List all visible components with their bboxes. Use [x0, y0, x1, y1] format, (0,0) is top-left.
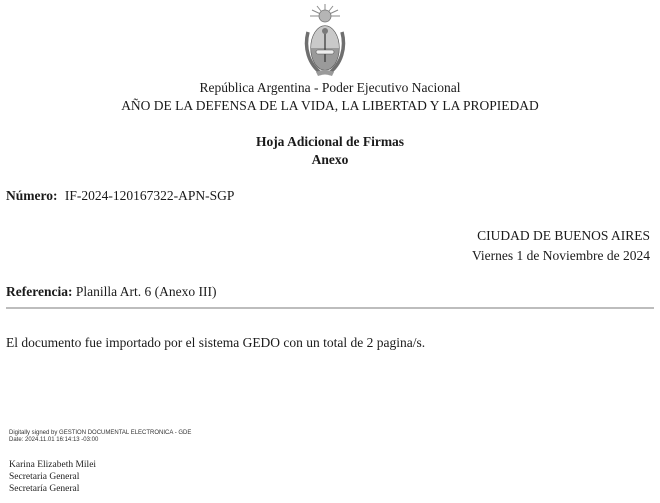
- digital-signature-date: Date: 2024.11.01 16:14:13 -03:00: [9, 437, 99, 443]
- header-government: República Argentina - Poder Ejecutivo Nacional: [199, 80, 461, 95]
- coat-of-arms-icon: [302, 2, 348, 78]
- referencia-label: Referencia:: [6, 284, 73, 299]
- date: Viernes 1 de Noviembre de 2024: [471, 248, 650, 263]
- referencia-field: [6, 284, 216, 300]
- numero-label: Número:: [6, 188, 58, 203]
- digital-signature-stamp: [9, 430, 191, 444]
- signer-block: [9, 459, 96, 495]
- page-subtitle: Anexo: [311, 152, 349, 167]
- divider: [6, 307, 654, 309]
- digital-signature-line: Digitally signed by GESTION DOCUMENTAL ELECTRONICA - GDE: [9, 430, 192, 436]
- numero-field: [6, 188, 234, 204]
- city: CIUDAD DE BUENOS AIRES: [477, 228, 650, 243]
- header-year-motto: AÑO DE LA DEFENSA DE LA VIDA, LA LIBERTAD Y LA PROPIEDAD: [121, 98, 539, 113]
- referencia-value: Planilla Art. 6 (Anexo III): [75, 284, 217, 299]
- signer-office: Secretaría General: [9, 484, 80, 494]
- signer-name: Karina Elizabeth Milei: [9, 460, 97, 470]
- numero-value: IF-2024-120167322-APN-SGP: [64, 188, 235, 203]
- page-title: Hoja Adicional de Firmas: [255, 134, 405, 149]
- signer-role: Secretaria General: [9, 472, 80, 482]
- body-text: El documento fue importado por el sistema GEDO con un total de 2 pagina/s.: [6, 335, 426, 350]
